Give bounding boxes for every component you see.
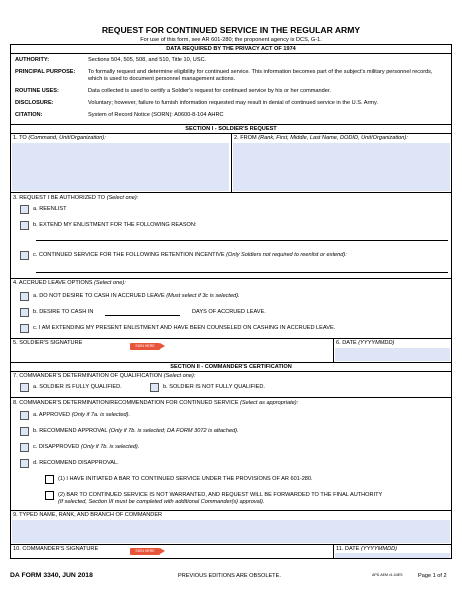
from-field[interactable] (233, 143, 450, 191)
page-number: Page 1 of 2 (418, 573, 447, 579)
incentive-label: c. CONTINUED SERVICE FOR THE FOLLOWING RETENTION INCENTIVE (Only Soldiers not required to reenlist or extend): (33, 252, 347, 258)
recommendation-label: 8. COMMANDER'S DETERMINATION/RECOMMENDATION FOR CONTINUED SERVICE (Select as appropriate): (13, 400, 299, 406)
bar-not-warranted-checkbox[interactable] (45, 491, 54, 500)
bar-not-warranted-hint: (If selected, Section III must be completed with additional Commander(s) approval). (58, 499, 265, 505)
divider (10, 338, 452, 339)
divider (333, 544, 334, 559)
citation-label: CITATION: (15, 112, 43, 118)
divider (10, 371, 452, 372)
fully-qualified-checkbox[interactable] (20, 383, 29, 392)
disapproved-label: c. DISAPPROVED (Only if 7b. is selected). (33, 444, 140, 450)
bar-not-warranted-label: (2) BAR TO CONTINUED SERVICE IS NOT WARRANTED, AND REQUEST WILL BE FORWARDED TO THE FINAL AUTHORITY (58, 492, 383, 498)
sign-here-tab[interactable]: SIGN HERE (130, 343, 160, 350)
from-label: 2. FROM (Rank, First, Middle, Last Name, DODID, Unit/Organization): (234, 135, 408, 141)
authority-label: AUTHORITY: (15, 57, 50, 63)
recommend-approval-checkbox[interactable] (20, 427, 29, 436)
cash-in-tail: DAYS OF ACCRUED LEAVE. (192, 309, 266, 315)
citation-text: System of Record Notice (SORN): A0600-8-104 AHRC (88, 112, 224, 118)
not-qualified-label: b. SOLDIER IS NOT FULLY QUALIFIED. (163, 384, 265, 390)
divider (10, 192, 452, 193)
reenlist-label: a. REENLIST (33, 206, 67, 212)
apd-version: APD AEM v1.04ES (372, 573, 403, 577)
bar-initiated-checkbox[interactable] (45, 475, 54, 484)
not-qualified-checkbox[interactable] (150, 383, 159, 392)
form-title: REQUEST FOR CONTINUED SERVICE IN THE REGULAR ARMY (101, 25, 361, 35)
bar-initiated-label: (1) I HAVE INITIATED A BAR TO CONTINUED SERVICE UNDER THE PROVISIONS OF AR 601-280. (58, 476, 313, 482)
form-subtitle: For use of this form, see AR 601-280; the proponent agency is DCS, G-1. (140, 37, 322, 43)
privacy-heading: DATA REQUIRED BY THE PRIVACY ACT OF 1974 (166, 46, 296, 52)
commander-date-label: 11. DATE (YYYYMMDD) (336, 546, 398, 552)
cash-in-checkbox[interactable] (20, 308, 29, 317)
approved-label: a. APPROVED (Only if 7a. is selected). (33, 412, 131, 418)
cash-in-label: b. DESIRE TO CASH IN (33, 309, 94, 315)
extend-checkbox[interactable] (20, 221, 29, 230)
to-label: 1. TO (Command, Unit/Organization): (13, 135, 106, 141)
recommend-disapproval-checkbox[interactable] (20, 459, 29, 468)
section2-heading: SECTION II - COMMANDER'S CERTIFICATION (170, 364, 292, 370)
commander-sig-label: 10. COMMANDER'S SIGNATURE (13, 546, 99, 552)
divider (10, 53, 452, 54)
routine-label: ROUTINE USES: (15, 88, 59, 94)
divider (231, 133, 232, 192)
purpose-label: PRINCIPAL PURPOSE: (15, 69, 76, 75)
incentive-checkbox[interactable] (20, 251, 29, 260)
reenlist-checkbox[interactable] (20, 205, 29, 214)
divider (10, 397, 452, 398)
commander-date-field[interactable] (335, 553, 450, 558)
no-cash-label: a. DO NOT DESIRE TO CASH IN ACCRUED LEAVE (Must select if 3c is selected). (33, 293, 240, 299)
divider (333, 338, 334, 362)
authority-text: Sections 504, 505, 508, and 510, Title 10, USC. (88, 57, 207, 63)
no-cash-checkbox[interactable] (20, 292, 29, 301)
extend-label: b. EXTEND MY ENLISTMENT FOR THE FOLLOWING REASON: (33, 222, 197, 228)
fully-qualified-label: a. SOLDIER IS FULLY QUALIFIED. (33, 384, 122, 390)
section1-heading: SECTION I - SOLDIER'S REQUEST (185, 126, 277, 132)
editions-note: PREVIOUS EDITIONS ARE OBSOLETE. (178, 573, 281, 579)
sign-here-tab[interactable]: SIGN HERE (130, 548, 160, 555)
to-field[interactable] (12, 143, 229, 191)
counseled-checkbox[interactable] (20, 324, 29, 333)
request-label: 3. REQUEST I BE AUTHORIZED TO (Select one): (13, 195, 139, 201)
divider (10, 510, 452, 511)
cash-days-line[interactable] (105, 315, 180, 316)
counseled-label: c. I AM EXTENDING MY PRESENT ENLISTMENT AND HAVE BEEN COUNSELED ON CASHING IN ACCRUED LEAVE. (33, 325, 336, 331)
incentive-line[interactable] (36, 272, 448, 273)
commander-name-field[interactable] (12, 520, 450, 543)
extend-reason-line[interactable] (36, 240, 448, 241)
routine-text: Data collected is used to certify a Soldier's request for continued service by his or her commander. (88, 88, 331, 94)
form-number: DA FORM 3340, JUN 2018 (10, 572, 93, 579)
disclosure-label: DISCLOSURE: (15, 100, 54, 106)
commander-name-label: 9. TYPED NAME, RANK, AND BRANCH OF COMMANDER (13, 512, 163, 518)
approved-checkbox[interactable] (20, 411, 29, 420)
disapproved-checkbox[interactable] (20, 443, 29, 452)
recommend-approval-label: b. RECOMMEND APPROVAL (Only if 7b. is selected; DA FORM 3072 is attached). (33, 428, 239, 434)
soldier-date-field[interactable] (335, 348, 450, 361)
disclosure-text: Voluntary; however, failure to furnish information requested may result in denial of continued service in the U.S. Army. (88, 100, 378, 106)
qualification-label: 7. COMMANDER'S DETERMINATION OF QUALIFICATION (Select one): (13, 373, 196, 379)
divider (10, 544, 452, 545)
divider (10, 278, 452, 279)
leave-label: 4. ACCRUED LEAVE OPTIONS (Select one): (13, 280, 126, 286)
soldier-date-label: 6. DATE (YYYYMMDD) (336, 340, 395, 346)
purpose-text: To formally request and determine eligibility for continued service. This information becomes part of the subject's military personnel records, which is used to document personnel management actions. (88, 69, 433, 82)
recommend-disapproval-label: d. RECOMMEND DISAPPROVAL. (33, 460, 119, 466)
soldier-sig-label: 5. SOLDIER'S SIGNATURE (13, 340, 83, 346)
